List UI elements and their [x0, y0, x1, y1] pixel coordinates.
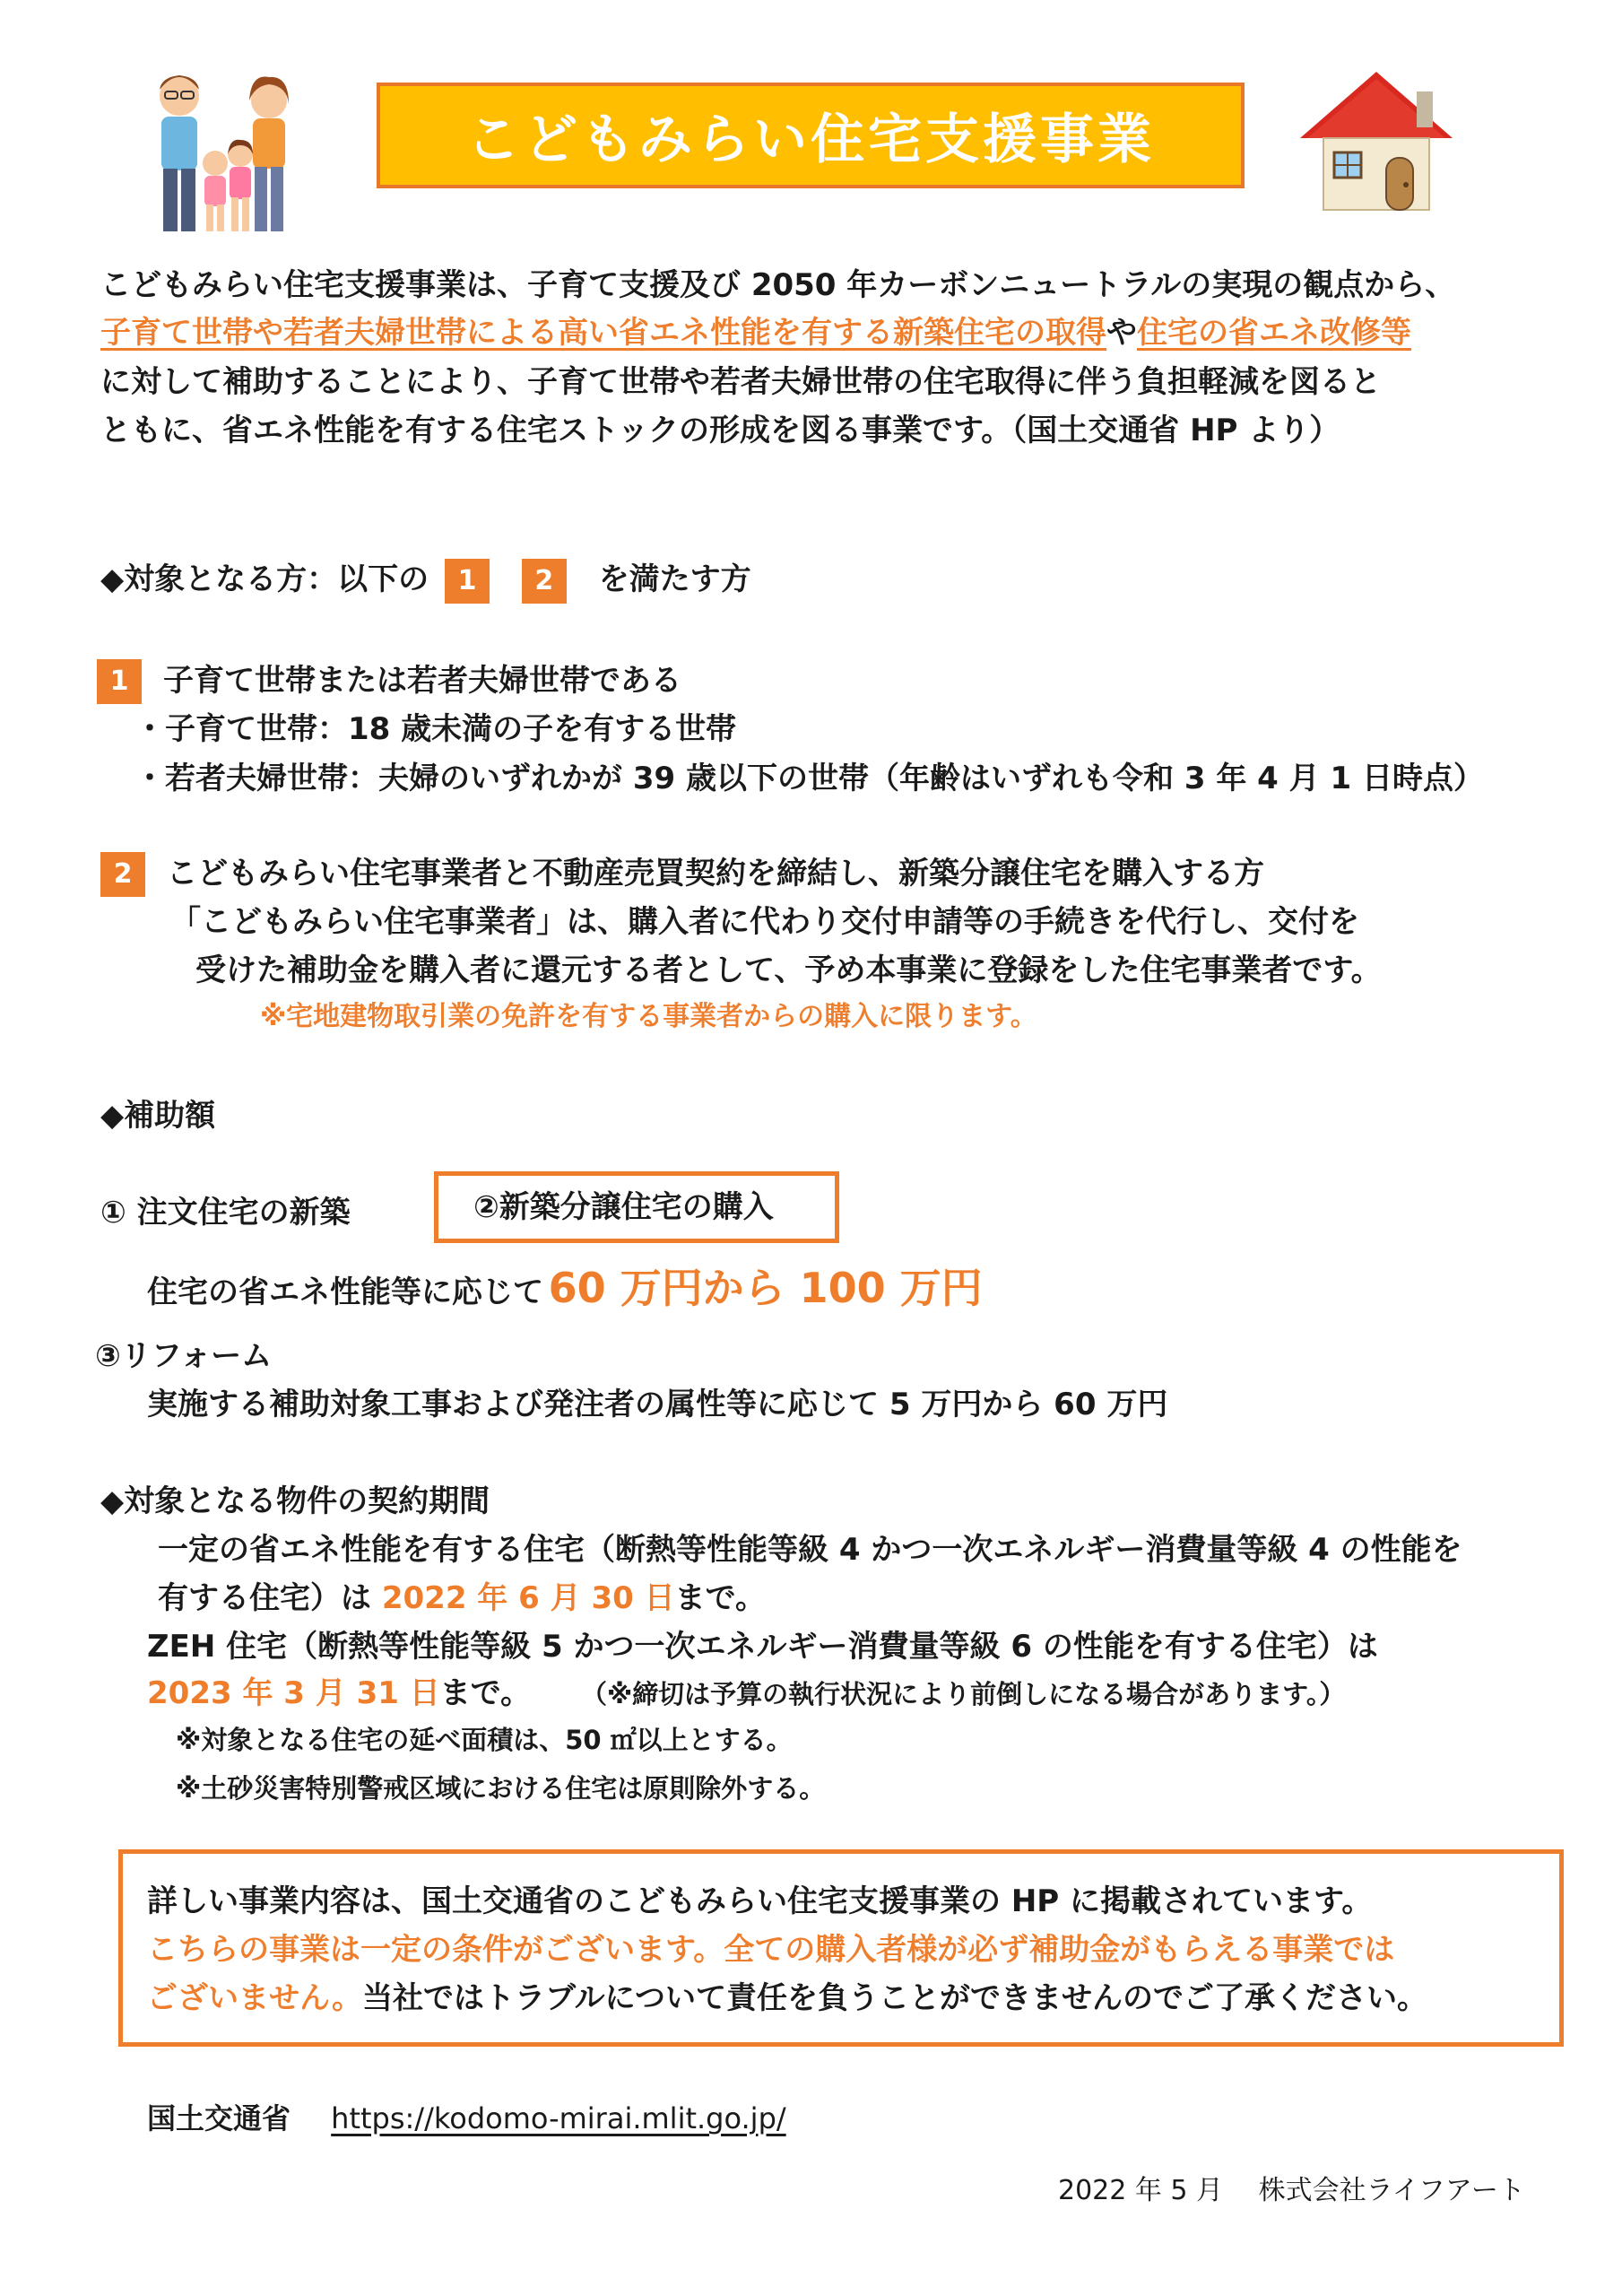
condition-2-line-2: 受けた補助金を購入者に還元する者として、予め本事業に登録をした住宅事業者です。 [195, 952, 1382, 988]
intro-line-1: こどもみらい住宅支援事業は、子育て支援及び 2050 年カーボンニュートラルの実現の観点から、 [100, 267, 1456, 303]
intro-line-2 [100, 309, 1411, 356]
condition-1-badge: 1 [97, 659, 142, 704]
period-heading: ◆対象となる物件の契約期間 [100, 1483, 490, 1519]
target-heading-suffix: を満たす方 [598, 561, 751, 597]
condition-badge-1: 1 [445, 559, 490, 604]
period-line-4 [147, 1670, 1345, 1718]
period-deadline-1: 2022 年 6 月 30 日 [381, 1580, 675, 1616]
subsidy-line [147, 1259, 983, 1326]
subsidy-item-3: ③リフォーム [95, 1338, 273, 1374]
title-banner [377, 83, 1245, 188]
target-heading-prefix: ◆対象となる方：以下の [100, 561, 429, 597]
condition-1-item-1: ・子育て世帯：18 歳未満の子を有する世帯 [134, 711, 737, 747]
condition-1-title: 子育て世帯または若者夫婦世帯である [163, 663, 681, 699]
intro-conjunction: や [1106, 315, 1137, 351]
period-note-2: ※土砂災害特別警戒区域における住宅は原則除外する。 [176, 1773, 826, 1804]
link-label: 国土交通省 [147, 2101, 291, 2135]
intro-highlight-new-build: 子育て世帯や若者夫婦世帯による高い省エネ性能を有する新築住宅の取得 [100, 315, 1106, 351]
intro-highlight-renovation: 住宅の省エネ改修等 [1137, 315, 1411, 351]
subsidy-item-1: ① 注文住宅の新築 [100, 1195, 351, 1231]
period-line-2 [158, 1575, 766, 1622]
subsidy-amount: 60 万円から 100 万円 [548, 1264, 983, 1312]
subsidy-line-prefix: 住宅の省エネ性能等に応じて [147, 1274, 543, 1310]
condition-2-line-1: 「こどもみらい住宅事業者」は、購入者に代わり交付申請等の手続きを代行し、交付を [170, 904, 1359, 940]
condition-2-note: ※宅地建物取引業の免許を有する事業者からの購入に限ります。 [260, 1001, 1037, 1032]
footer-company: 株式会社ライフアート [1258, 2175, 1525, 2206]
condition-2-badge: 2 [100, 852, 145, 897]
target-heading [100, 556, 751, 604]
mlit-website-link[interactable]: https://kodomo-mirai.mlit.go.jp/ [331, 2101, 786, 2135]
page-title: こどもみらい住宅支援事業 [466, 109, 1155, 171]
period-line-4-suffix: まで。 [439, 1675, 532, 1711]
subsidy-item-3-detail: 実施する補助対象工事および発注者の属性等に応じて 5 万円から 60 万円 [147, 1387, 1168, 1422]
family-illustration [143, 65, 305, 244]
condition-1-item-2: ・若者夫婦世帯：夫婦のいずれかが 39 歳以下の世帯（年齢はいずれも令和 3 年 4 月 1 日時点） [134, 761, 1484, 796]
notice-line-1: 詳しい事業内容は、国土交通省のこどもみらい住宅支援事業の HP に掲載されています。 [147, 1883, 1373, 1919]
link-row [147, 2097, 786, 2140]
intro-line-3: に対して補助することにより、子育て世帯や若者夫婦世帯の住宅取得に伴う負担軽減を図ると [100, 364, 1381, 400]
house-icon [1291, 65, 1462, 217]
subsidy-heading: ◆補助額 [100, 1098, 216, 1134]
notice-line-2: こちらの事業は一定の条件がございます。全ての購入者様が必ず補助金がもらえる事業では [147, 1932, 1395, 1968]
notice-line-3-rest: 当社ではトラブルについて責任を負うことができませんのでご了承ください。 [362, 1980, 1428, 2016]
period-line-3: ZEH 住宅（断熱等性能等級 5 かつ一次エネルギー消費量等級 6 の性能を有する住宅）は [147, 1629, 1378, 1665]
period-note-1: ※対象となる住宅の延べ面積は、50 ㎡以上とする。 [176, 1725, 793, 1755]
period-line-2-suffix: まで。 [674, 1580, 766, 1616]
notice-line-3-highlight: ございません。 [147, 1980, 363, 2016]
footer [1058, 2170, 1525, 2212]
notice-line-3 [147, 1975, 1427, 2022]
subsidy-item-2: ②新築分譲住宅の購入 [473, 1189, 774, 1225]
condition-2-title: こどもみらい住宅事業者と不動産売買契約を締結し、新築分譲住宅を購入する方 [167, 856, 1264, 891]
period-deadline-2: 2023 年 3 月 31 日 [147, 1675, 440, 1711]
condition-badge-2: 2 [522, 559, 567, 604]
period-line-2-prefix: 有する住宅）は [158, 1580, 371, 1616]
intro-line-4: ともに、省エネ性能を有する住宅ストックの形成を図る事業です。（国土交通省 HP より） [100, 413, 1340, 448]
footer-date: 2022 年 5 月 [1058, 2175, 1224, 2206]
period-line-1: 一定の省エネ性能を有する住宅（断熱等性能等級 4 かつ一次エネルギー消費量等級 4 の性能を [158, 1532, 1462, 1568]
period-line-4-note: （※締切は予算の執行状況により前倒しになる場合があります。） [580, 1679, 1346, 1709]
